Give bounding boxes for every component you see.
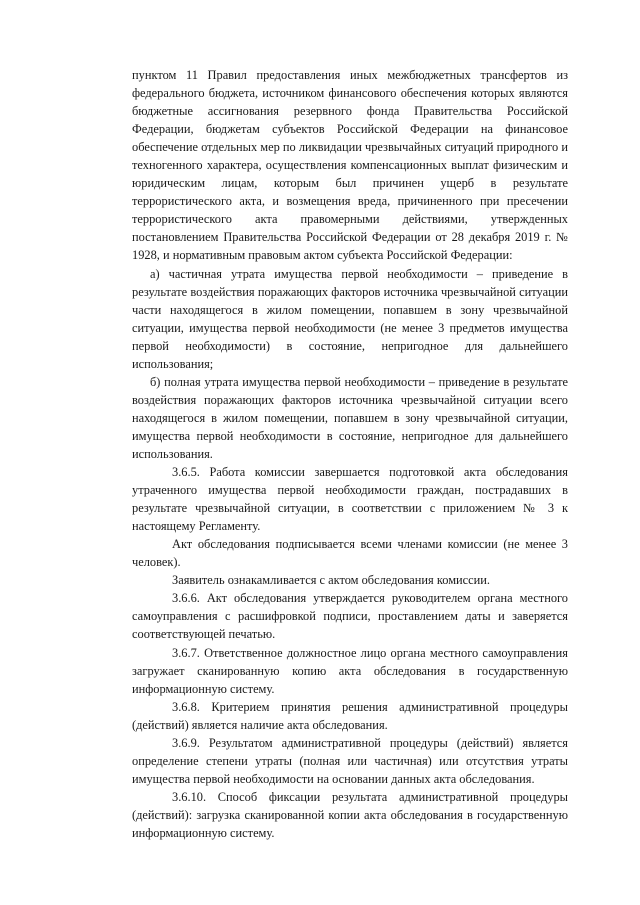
paragraph-applicant: Заявитель ознакамливается с актом обследования комиссии. (172, 573, 491, 588)
paragraph-3-6-9: 3.6.9. Результатом административной процедуры (действий) является определение степени утраты (полная или частичная) или отсутствия утраты имущества первой необходимости на основании данных акта обследования. (132, 735, 568, 786)
paragraph-item-a: а) частичная утрата имущества первой необходимости – приведение в результате воздействия поражающих факторов источника чрезвычайной ситуации части находящегося в жилом помещении, попавшем в зону чрезвычайной ситуации, имущества первой необходимости (не менее 3 предметов имущества первой необходимости) в состояние, непригодное для дальнейшего использования; (132, 266, 568, 371)
paragraph-act-signed: Акт обследования подписывается всеми членами комиссии (не менее 3 человек). (132, 537, 568, 570)
paragraph-continuation: пунктом 11 Правил предоставления иных межбюджетных трансфертов из федерального бюджета, источником финансового обеспечения которых являются бюджетные ассигнования резервного фонда Правительства Российской Федерации, бюджетам субъектов Российской Федерации на финансовое обеспечение отдельных мер по ликвидации чрезвычайных ситуаций природного и техногенного характера, осуществления компенсационных выплат физическим и юридическим лицам, которым был причинен ущерб в результате террористического акта, и возмещения вреда, причиненного при пресечении террористического акта правомерными действиями, утвержденных постановлением Правительства Российской Федерации от 28 декабря 2019 г. № 1928, и нормативным правовым актом субъекта Российской Федерации: (132, 68, 568, 263)
paragraph-3-6-8: 3.6.8. Критерием принятия решения административной процедуры (действий) является наличие акта обследования. (132, 699, 568, 732)
document-body (132, 66, 568, 842)
paragraph-3-6-7: 3.6.7. Ответственное должностное лицо органа местного самоуправления загружает сканированную копию акта обследования в государственную информационную систему. (132, 645, 568, 696)
paragraph-3-6-6: 3.6.6. Акт обследования утверждается руководителем органа местного самоуправления с расшифровкой подписи, проставлением даты и заверяется соответствующей печатью. (132, 591, 568, 642)
paragraph-item-b: б) полная утрата имущества первой необходимости – приведение в результате воздействия поражающих факторов источника чрезвычайной ситуации всего находящегося в жилом помещении, попавшем в зону чрезвычайной ситуации, имущества первой необходимости в состояние, непригодное для дальнейшего использования. (132, 374, 568, 461)
paragraph-3-6-10: 3.6.10. Способ фиксации результата административной процедуры (действий): загрузка сканированной копии акта обследования в государственную информационную систему. (132, 789, 568, 840)
paragraph-3-6-5: 3.6.5. Работа комиссии завершается подготовкой акта обследования утраченного имущества первой необходимости граждан, пострадавших в результате чрезвычайной ситуации, в соответствии с приложением № 3 к настоящему Регламенту. (132, 465, 568, 534)
